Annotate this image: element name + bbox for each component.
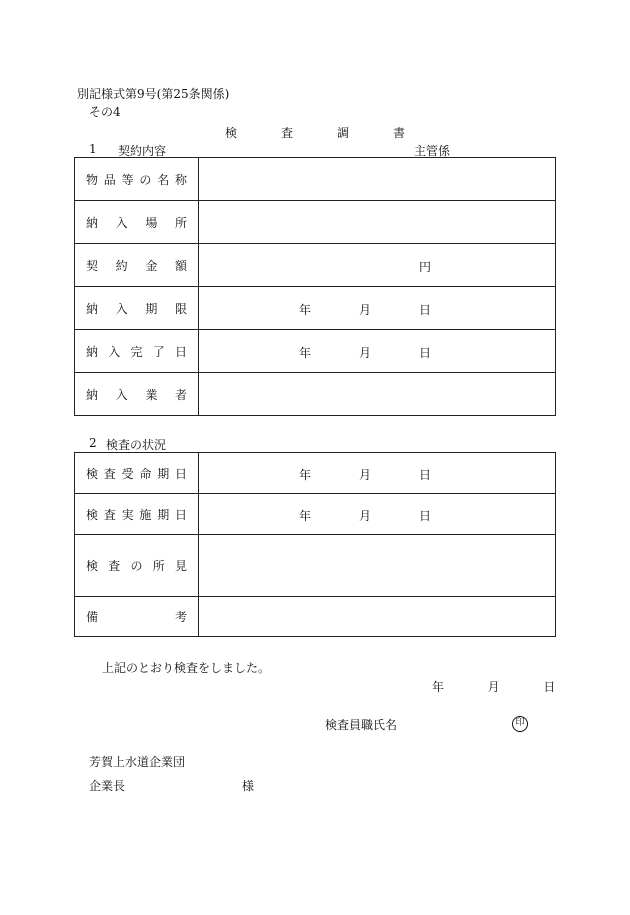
table-row — [75, 287, 556, 330]
form-sub-reference: その4 — [89, 105, 121, 119]
contract-amount-field[interactable] — [199, 244, 556, 287]
month-unit: 月 — [359, 346, 372, 360]
month-unit: 月 — [359, 303, 372, 317]
table-row — [75, 535, 556, 597]
remarks-field[interactable] — [199, 597, 556, 637]
inspector-label: 検査員職氏名 — [325, 718, 398, 732]
order-date-field[interactable] — [199, 453, 556, 494]
table-row — [75, 597, 556, 637]
section1-number: 1 — [89, 142, 97, 156]
delivery-place-label: 納 入 場 所 — [75, 201, 199, 244]
section2-heading: 検査の状況 — [106, 438, 167, 452]
table-row — [75, 201, 556, 244]
statement: 上記のとおり検査をしました。 — [102, 661, 271, 675]
delivery-deadline-label: 納 入 期 限 — [75, 287, 199, 330]
year-unit: 年 — [299, 346, 312, 360]
table-row — [75, 494, 556, 535]
table-row — [75, 158, 556, 201]
director-title: 企業長 — [89, 779, 126, 793]
delivery-deadline-field[interactable] — [199, 287, 556, 330]
remarks-label: 備 考 — [75, 597, 199, 637]
yen-unit: 円 — [419, 260, 432, 274]
day-unit: 日 — [543, 680, 556, 694]
day-unit: 日 — [419, 346, 432, 360]
supplier-label: 納 入 業 者 — [75, 373, 199, 416]
exec-date-field[interactable] — [199, 494, 556, 535]
contract-amount-label: 契 約 金 額 — [75, 244, 199, 287]
honorific: 様 — [242, 779, 255, 793]
month-unit: 月 — [487, 680, 500, 694]
signature-date[interactable] — [432, 678, 555, 695]
year-unit: 年 — [299, 509, 312, 523]
item-name-label: 物 品 等 の 名 称 — [75, 158, 199, 201]
table-row — [75, 330, 556, 373]
delivery-place-field[interactable] — [199, 201, 556, 244]
item-name-field[interactable] — [199, 158, 556, 201]
year-unit: 年 — [299, 303, 312, 317]
day-unit: 日 — [419, 303, 432, 317]
title-char: 書 — [392, 126, 405, 140]
organization-name: 芳賀上水道企業団 — [89, 755, 186, 769]
year-unit: 年 — [299, 468, 312, 482]
findings-label: 検 査 の 所 見 — [75, 535, 199, 597]
section1-heading: 契約内容 — [118, 144, 167, 158]
findings-field[interactable] — [199, 535, 556, 597]
supplier-field[interactable] — [199, 373, 556, 416]
seal-icon: 印 — [512, 716, 528, 732]
table-row — [75, 373, 556, 416]
order-date-label: 検 査 受 命 期 日 — [75, 453, 199, 494]
seal-area[interactable] — [512, 714, 528, 732]
table-row — [75, 244, 556, 287]
document-title — [225, 124, 405, 141]
section2-number: 2 — [89, 436, 97, 450]
delivery-completion-field[interactable] — [199, 330, 556, 373]
day-unit: 日 — [419, 468, 432, 482]
delivery-completion-label: 納 入 完 了 日 — [75, 330, 199, 373]
title-char: 査 — [280, 126, 293, 140]
month-unit: 月 — [359, 468, 372, 482]
assignee-label: 主管係 — [414, 144, 451, 158]
table-row — [75, 453, 556, 494]
inspection-table — [74, 452, 556, 637]
exec-date-label: 検 査 実 施 期 日 — [75, 494, 199, 535]
year-unit: 年 — [432, 680, 445, 694]
title-char: 調 — [336, 126, 349, 140]
day-unit: 日 — [419, 509, 432, 523]
month-unit: 月 — [359, 509, 372, 523]
title-char: 検 — [225, 126, 238, 140]
form-reference: 別記様式第9号(第25条関係) — [77, 87, 230, 101]
contract-table — [74, 157, 556, 416]
